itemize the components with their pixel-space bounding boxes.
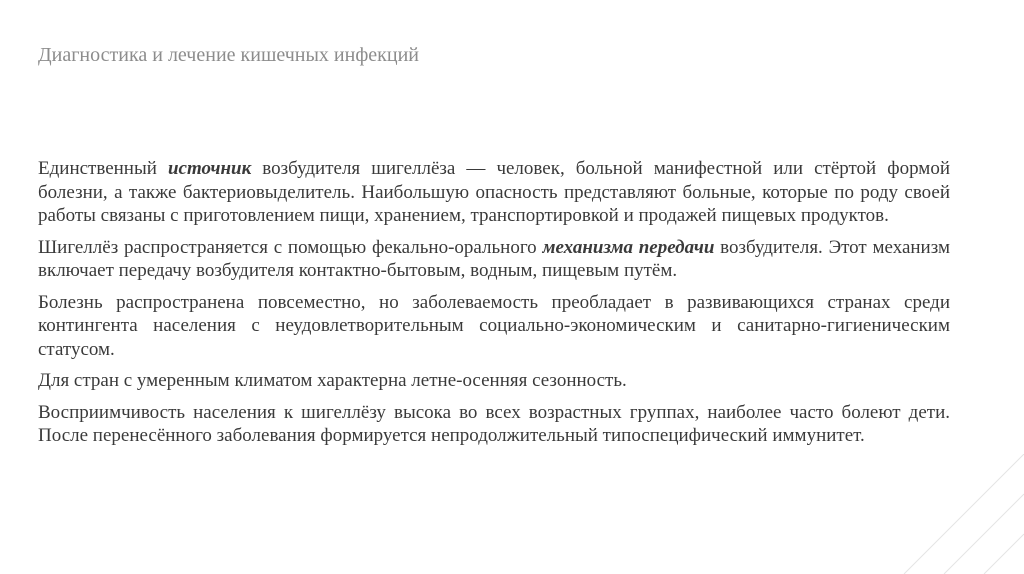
- paragraph-text: возбудителя шигеллёза — человек, больной манифестной или стёртой формой болезни, а также бактериовыделитель. Наибольшую опасность представляют больные, которые по роду своей работы связаны с приготовлением пищи, хранением, транспортировкой и продажей пищевых продуктов.: [38, 158, 950, 226]
- paragraph-source: [38, 157, 950, 228]
- paragraph-text: Шигеллёз распространяется с помощью фекально-орального: [38, 236, 543, 258]
- decorative-corner-lines: [844, 454, 1024, 574]
- paragraph-transmission: [38, 236, 950, 283]
- paragraph-prevalence: Болезнь распространена повсеместно, но заболеваемость преобладает в развивающихся странах среди контингента населения с неудовлетворительным социально-экономическим и санитарно-гигиеническим статусом.: [38, 291, 950, 360]
- emphasis-term: механизма передачи: [542, 236, 715, 258]
- paragraph-susceptibility: Восприимчивость населения к шигеллёзу высока во всех возрастных группах, наиболее часто болеют дети. После перенесённого заболевания формируется непродолжительный типоспецифический иммунитет.: [38, 401, 950, 446]
- paragraph-seasonality: Для стран с умеренным климатом характерна летне-осенняя сезонность.: [38, 370, 627, 391]
- emphasis-term: источник: [167, 158, 252, 179]
- paragraph-text: возбудителя. Этот механизм включает передачу возбудителя контактно-бытовым, водным, пищевым путём.: [38, 236, 950, 281]
- slide-body: [38, 157, 950, 456]
- slide-title: Диагностика и лечение кишечных инфекций: [38, 44, 419, 66]
- paragraph-text: Единственный: [38, 158, 168, 179]
